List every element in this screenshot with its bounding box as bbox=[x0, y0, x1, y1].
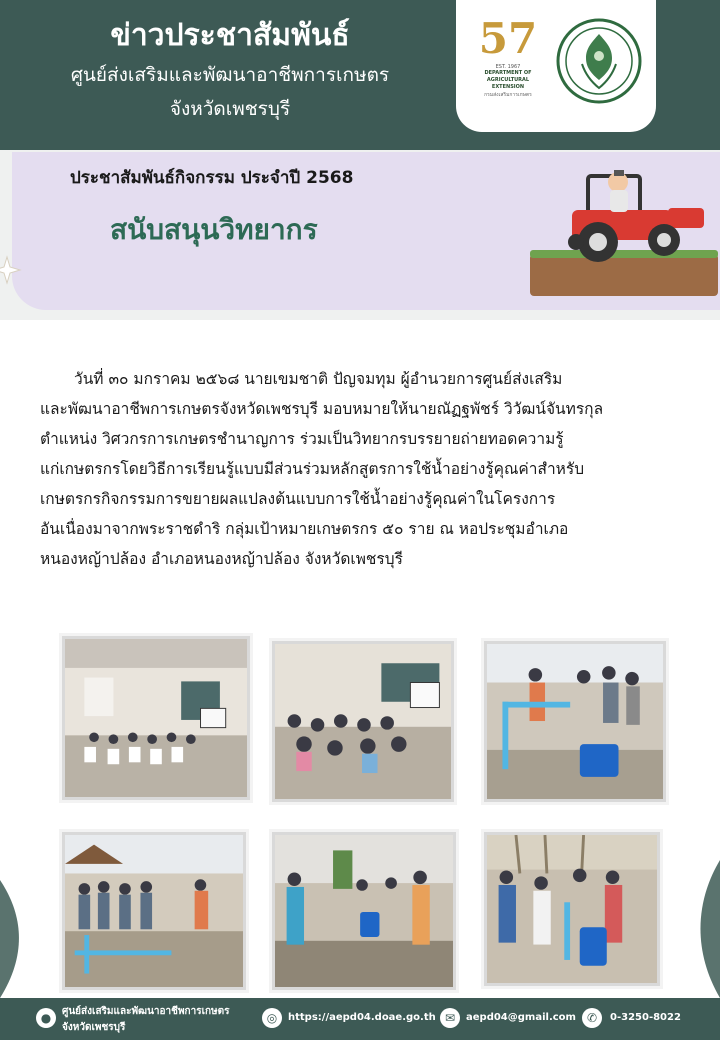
event-photo-speaker-outdoor bbox=[272, 832, 456, 990]
location-pin-icon: ● bbox=[36, 1008, 56, 1028]
org-name-line1: ศูนย์ส่งเสริมและพัฒนาอาชีพการเกษตร bbox=[70, 64, 390, 86]
body-line: อันเนื่องมาจากพระราชดำริ กลุ่มเป้าหมายเกษตรกร ๕๐ ราย ณ หอประชุมอำเภอ bbox=[40, 520, 569, 538]
anniversary-number: 57 bbox=[478, 14, 538, 63]
event-photo-demo-water-system bbox=[484, 641, 666, 802]
org-name-line2: จังหวัดเพชรบุรี bbox=[169, 98, 291, 120]
footer-org-line1: ศูนย์ส่งเสริมและพัฒนาอาชีพการเกษตร bbox=[62, 1006, 230, 1017]
logo-container bbox=[456, 0, 656, 132]
body-line: และพัฒนาอาชีพการเกษตรจังหวัดเพชรบุรี มอบหมายให้นายณัฏฐพัชร์ วิวัฒน์จันทรกุล bbox=[40, 400, 604, 418]
body-line: เกษตรกรกิจกรรมการขยายผลแปลงต้นแบบการใช้น้ำอย่างรู้คุณค่าในโครงการ bbox=[40, 490, 556, 508]
tractor-illustration-icon bbox=[528, 158, 720, 300]
event-photo-outdoor-group bbox=[62, 832, 246, 990]
logo-est-text: EST. 1967 bbox=[495, 64, 521, 70]
event-photo-hall-wide bbox=[62, 636, 250, 800]
logo-dept-text: DEPARTMENT OF AGRICULTURAL EXTENSION bbox=[484, 70, 532, 90]
body-line: วันที่ ๓๐ มกราคม ๒๕๖๘ นายเขมชาติ ปัญจมทุม ผู้อำนวยการศูนย์ส่งเสริม bbox=[74, 370, 563, 388]
event-photo-audience bbox=[272, 641, 454, 802]
website-link[interactable]: https://aepd04.doae.go.th bbox=[288, 1012, 436, 1023]
phone-icon: ✆ bbox=[582, 1008, 602, 1028]
body-line: แก่เกษตรกรโดยวิธีการเรียนรู้แบบมีส่วนร่วมหลักสูตรการใช้น้ำอย่างรู้คุณค่าสำหรับ bbox=[40, 460, 585, 478]
phone-number[interactable]: 0-3250-8022 bbox=[610, 1012, 681, 1023]
event-photo-hands-on bbox=[484, 832, 660, 986]
footer-org-line2: จังหวัดเพชรบุรี bbox=[62, 1022, 126, 1033]
envelope-icon: ✉ bbox=[440, 1008, 460, 1028]
footer-bar bbox=[0, 998, 720, 1040]
body-line: หนองหญ้าปล้อง อำเภอหนองหญ้าปล้อง จังหวัดเพชรบุรี bbox=[40, 550, 403, 568]
star-decoration-icon bbox=[0, 255, 22, 285]
department-emblem-icon bbox=[556, 18, 642, 104]
topic-heading: สนับสนุนวิทยากร bbox=[110, 213, 318, 246]
anniversary-logo bbox=[472, 14, 544, 114]
body-line: ตำแหน่ง วิศวกรการเกษตรชำนาญการ ร่วมเป็นวิทยากรบรรยายถ่ายทอดความรู้ bbox=[40, 430, 564, 448]
logo-dept-thai-text: กรมส่งเสริมการเกษตร bbox=[484, 92, 532, 98]
page-title: ข่าวประชาสัมพันธ์ bbox=[110, 18, 350, 53]
globe-icon: ◎ bbox=[262, 1008, 282, 1028]
leaf-decoration-left-icon bbox=[0, 860, 40, 1000]
news-body bbox=[40, 364, 684, 574]
leaf-decoration-right-icon bbox=[682, 860, 720, 1000]
email-link[interactable]: aepd04@gmail.com bbox=[466, 1012, 576, 1023]
header-bar bbox=[0, 0, 720, 150]
activity-heading: ประชาสัมพันธ์กิจกรรม ประจำปี 2568 bbox=[70, 168, 354, 188]
